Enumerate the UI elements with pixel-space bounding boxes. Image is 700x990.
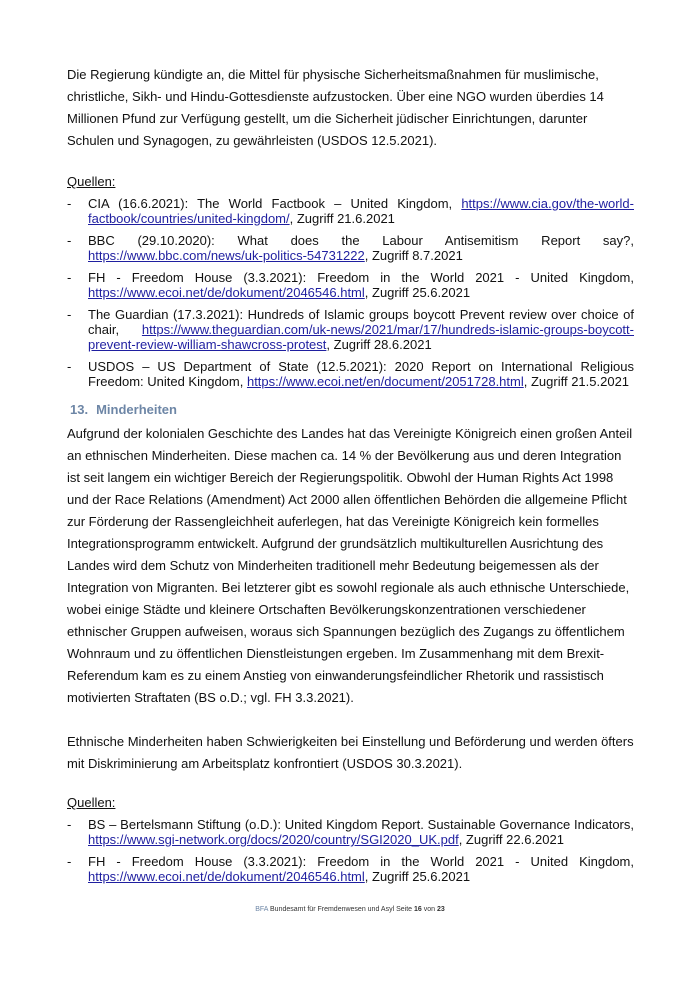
- source-text: FH - Freedom House (3.3.2021): Freedom in the World 2021 - United Kingdom,: [88, 854, 634, 869]
- page-footer: [0, 906, 700, 913]
- source-item: [67, 359, 634, 389]
- source-item: [67, 854, 634, 884]
- source-item: [67, 307, 634, 352]
- source-access-date: , Zugriff 21.6.2021: [289, 211, 395, 226]
- source-text: BBC (29.10.2020): What does the Labour Antisemitism Report say?,: [88, 233, 634, 248]
- source-access-date: , Zugriff 28.6.2021: [326, 337, 432, 352]
- source-link[interactable]: https://www.ecoi.net/de/dokument/2046546.html: [88, 285, 365, 300]
- source-link[interactable]: https://www.theguardian.com/uk-news/2021/mar/17/hundreds-islamic-groups-boycott-prevent-review-william-shawcross-protest: [88, 322, 634, 352]
- section-title: Minderheiten: [96, 402, 177, 417]
- footer-page-total: 23: [436, 906, 445, 913]
- source-link[interactable]: https://www.ecoi.net/en/document/2051728.html: [246, 374, 524, 389]
- list-dash: -: [67, 359, 72, 374]
- section-number: 13.: [70, 402, 89, 417]
- source-item: [67, 233, 634, 263]
- section-heading: [67, 402, 634, 418]
- sources-list: [67, 196, 634, 389]
- source-access-date: , Zugriff 25.6.2021: [364, 869, 471, 884]
- source-text: CIA (16.6.2021): The World Factbook – United Kingdom,: [88, 196, 462, 211]
- source-item: [67, 270, 634, 300]
- sources-label: Quellen:: [67, 174, 116, 189]
- source-item: [67, 817, 634, 847]
- source-link[interactable]: https://www.bbc.com/news/uk-politics-54731222: [88, 248, 365, 263]
- list-dash: -: [67, 233, 72, 248]
- list-dash: -: [67, 307, 72, 322]
- source-link[interactable]: https://www.ecoi.net/de/dokument/2046546.html: [88, 869, 365, 884]
- list-dash: -: [67, 817, 72, 832]
- document-page: [67, 64, 634, 891]
- footer-brand: BFA: [255, 906, 269, 913]
- source-text: BS – Bertelsmann Stiftung (o.D.): United Kingdom Report. Sustainable Governance Indicators,: [88, 817, 634, 832]
- footer-of: von: [421, 906, 437, 913]
- source-access-date: , Zugriff 8.7.2021: [364, 248, 463, 263]
- paragraph-minorities: Aufgrund der kolonialen Geschichte des Landes hat das Vereinigte Königreich einen großen Anteil an ethnischen Minderheiten. Diese machen ca. 14 % der Bevölkerung aus und deren Integration ist seit langem ein wichtiger Bereich der Regierungspolitik. Obwohl der Human Rights Act 1998 und der Race Relations (Amendment) Act 2000 allen öffentlichen Behörden die allgemeine Pflicht zur Förderung der Rassengleichheit auferlegen, hat das Vereinigte Königreich kein formelles Integrationsprogramm entwickelt. Aufgrund der grundsätzlich multikulturellen Ausrichtung des Landes wird dem Schutz von Minderheiten traditionell mehr Bedeutung beigemessen als der Integration von Migranten. Bei letzterer gibt es sowohl regionale als auch ethnische Unterschiede, wobei einige Städte und kleinere Ortschaften Bevölkerungskonzentrationen verschiedener ethnischer Gruppen aufweisen, woraus sich Spannungen bezüglich des Zugangs zu öffentlichem Wohnraum und zu öffentlichen Dienstleistungen ergeben. Im Zusammenhang mit dem Brexit-Referendum kam es zu einem Anstieg von einwanderungsfeindlicher Rhetorik und rassistisch motivierten Straftaten (BS o.D.; vgl. FH 3.3.2021).: [67, 426, 633, 705]
- list-dash: -: [67, 270, 72, 285]
- source-text: USDOS – US Department of State (12.5.2021): 2020 Report on International Religious Freedom: United Kingdom,: [88, 359, 634, 389]
- source-access-date: , Zugriff 22.6.2021: [458, 832, 564, 847]
- source-text: The Guardian (17.3.2021): Hundreds of Islamic groups boycott Prevent review over choice of chair,: [88, 307, 634, 337]
- paragraph-security-funding: Die Regierung kündigte an, die Mittel für physische Sicherheitsmaßnahmen für muslimische, christliche, Sikh- und Hindu-Gottesdienste aufzustocken. Über eine NGO wurden überdies 14 Millionen Pfund zur Verfügung gestellt, um die Sicherheit jüdischer Einrichtungen, darunter Schulen und Synagogen, zu gewährleisten (USDOS 12.5.2021).: [67, 67, 604, 148]
- list-dash: -: [67, 854, 72, 869]
- source-item: [67, 196, 634, 226]
- sources-list: [67, 817, 634, 884]
- source-link[interactable]: https://www.sgi-network.org/docs/2020/country/SGI2020_UK.pdf: [88, 832, 459, 847]
- source-link[interactable]: https://www.cia.gov/the-world-factbook/countries/united-kingdom/: [88, 196, 634, 226]
- sources-label: Quellen:: [67, 795, 116, 810]
- footer-page-number: 16: [413, 906, 422, 913]
- source-access-date: , Zugriff 21.5.2021: [523, 374, 630, 389]
- footer-org: Bundesamt für Fremdenwesen und Asyl Seite: [268, 906, 414, 913]
- paragraph-discrimination: Ethnische Minderheiten haben Schwierigkeiten bei Einstellung und Beförderung und werden öfters mit Diskriminierung am Arbeitsplatz konfrontiert (USDOS 30.3.2021).: [67, 734, 634, 771]
- source-text: FH - Freedom House (3.3.2021): Freedom in the World 2021 - United Kingdom,: [88, 270, 634, 285]
- list-dash: -: [67, 196, 72, 211]
- source-access-date: , Zugriff 25.6.2021: [364, 285, 471, 300]
